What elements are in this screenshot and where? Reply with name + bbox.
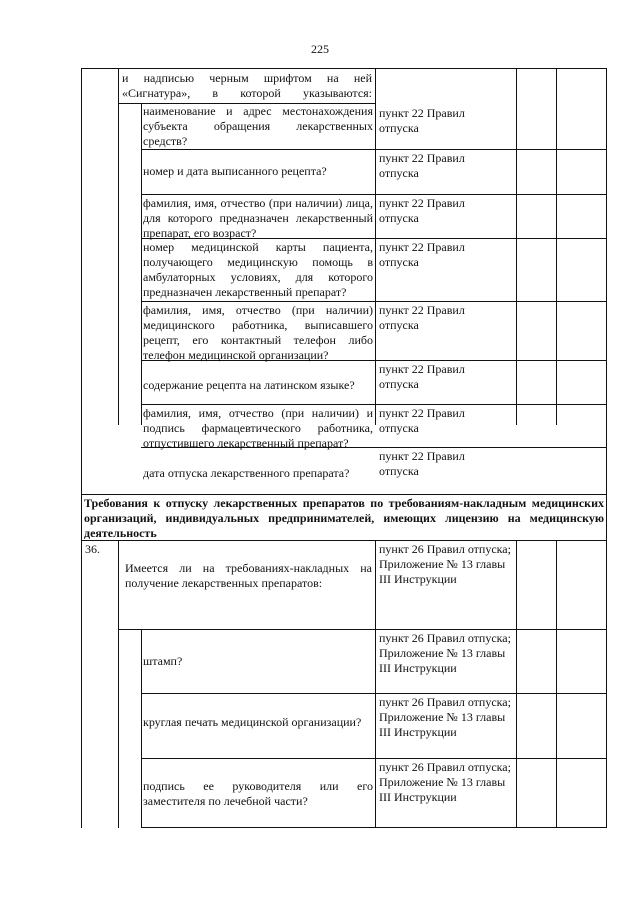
sub-item-question: штамп?	[143, 654, 183, 668]
sub-item-question: номер и дата выписанного рецепта?	[143, 164, 327, 178]
section-header: Требования к отпуску лекарственных препаратов по требованиям-накладным медицинских организаций, индивидуальных предпринимателей, имеющих лицензию на медицинскую деятельность	[84, 496, 604, 540]
row-line	[141, 693, 607, 694]
sub-item-question: фамилия, имя, отчество (при наличии) медицинского работника, выписавшего рецепт, его контактный телефон либо телефон медицинской организации?	[143, 303, 373, 362]
sub-item-reference: пункт 22 Правил отпуска	[379, 151, 465, 180]
sub-item-question: круглая печать медицинской организации?	[143, 715, 362, 729]
column-line	[375, 68, 376, 425]
sub-item-reference: пункт 22 Правил отпуска	[379, 106, 465, 135]
column-line	[516, 541, 517, 828]
sub-item-reference: пункт 22 Правил отпуска	[379, 362, 465, 391]
sub-item-question: наименование и адрес местонахождения субъекта обращения лекарственных средств?	[143, 104, 373, 148]
sub-item-question: номер медицинской карты пациента, получающего медицинскую помощь в амбулаторных условиях, для которого предназначен лекарственный препарат?	[143, 240, 373, 299]
sub-item-reference: пункт 22 Правил отпуска	[379, 449, 465, 478]
checklist-table	[81, 68, 607, 828]
column-line	[118, 68, 119, 425]
sub-item-reference: пункт 26 Правил отпуска; Приложение № 13 главы III Инструкции	[379, 631, 511, 675]
sub-item-reference: пункт 22 Правил отпуска	[379, 240, 465, 269]
column-line	[556, 68, 557, 425]
sub-item-question: содержание рецепта на латинском языке?	[143, 378, 355, 392]
column-line	[141, 103, 142, 425]
table-border	[606, 68, 607, 828]
row-line	[81, 494, 607, 495]
column-line	[516, 68, 517, 425]
column-line	[141, 629, 142, 828]
table-border	[81, 68, 607, 69]
sub-item-reference: пункт 26 Правил отпуска; Приложение № 13 главы III Инструкции	[379, 695, 511, 739]
sub-item-reference: пункт 22 Правил отпуска	[379, 196, 465, 225]
sub-item-reference: пункт 22 Правил отпуска	[379, 406, 465, 435]
row-line	[118, 629, 607, 630]
sub-item-reference: пункт 26 Правил отпуска; Приложение № 13 главы III Инструкции	[379, 760, 511, 804]
item-question: Имеется ли на требованиях-накладных на получение лекарственных препаратов:	[125, 561, 372, 590]
row-line	[141, 149, 607, 150]
row-line	[141, 404, 607, 405]
sub-item-question: фамилия, имя, отчество (при наличии) лица, для которого предназначен лекарственный препарат, его возраст?	[143, 196, 373, 240]
row-line	[141, 301, 607, 302]
row-line	[141, 758, 607, 759]
row-line	[141, 194, 607, 195]
sub-item-question: фамилия, имя, отчество (при наличии) и подпись фармацевтического работника, отпустившего лекарственный препарат?	[143, 406, 373, 450]
column-line	[118, 541, 119, 828]
table-border	[81, 68, 82, 828]
row-line	[141, 827, 607, 828]
item-number: 36.	[85, 542, 100, 556]
item-reference: пункт 26 Правил отпуска; Приложение № 13 главы III Инструкции	[379, 542, 511, 586]
page-number: 225	[311, 42, 329, 56]
column-line	[375, 541, 376, 828]
sub-item-question: подпись ее руководителя или его заместителя по лечебной части?	[143, 779, 373, 808]
sub-item-question: дата отпуска лекарственного препарата?	[143, 466, 350, 480]
intro-text: и надписью черным шрифтом на ней «Сигнатура», в которой указываются:	[122, 71, 372, 100]
sub-item-reference: пункт 22 Правил отпуска	[379, 303, 465, 332]
column-line	[556, 541, 557, 828]
